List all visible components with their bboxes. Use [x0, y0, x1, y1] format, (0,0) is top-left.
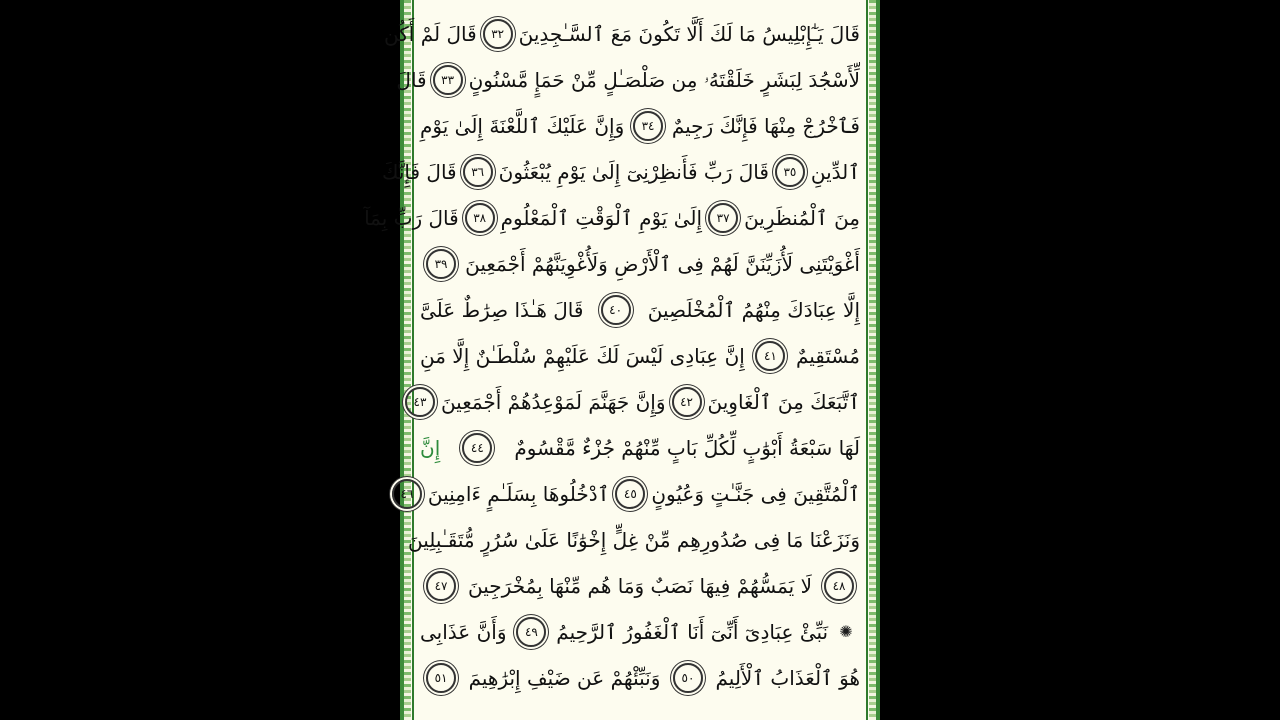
ayah-number-marker: ٤٧	[426, 571, 456, 601]
border-pattern-right	[869, 0, 876, 720]
verse-text: قَالَ هَـٰذَا صِرَٰطٌ عَلَىَّ	[420, 298, 584, 322]
ayah-number-marker: ٣٤	[633, 111, 663, 141]
ayah-number-marker: ٤٥	[615, 479, 645, 509]
text-line-4	[382, 150, 860, 194]
verse-text: لَا يَمَسُّهُمْ فِيهَا نَصَبٌ وَمَا هُم مِّنْهَا بِمُخْرَجِينَ	[468, 574, 812, 598]
verse-text: مِنَ ٱلْمُنظَرِينَ	[744, 206, 860, 230]
ayah-number-marker: ٤٩	[516, 617, 546, 647]
verse-text: إِلَّا عِبَادَكَ مِنْهُمُ ٱلْمُخْلَصِينَ	[647, 298, 860, 322]
ayah-number-marker: ٤٠	[601, 295, 631, 325]
ayah-number-marker: ٣٩	[426, 249, 456, 279]
text-line-13	[420, 564, 860, 608]
text-line-6	[420, 242, 860, 286]
verse-text: مُسْتَقِيمٌ	[795, 344, 860, 368]
text-line-14	[420, 610, 860, 654]
border-line-right	[866, 0, 868, 720]
ayah-number-marker: ٣٧	[708, 203, 738, 233]
ayah-number-marker: ٣٣	[433, 65, 463, 95]
ayah-number-marker: ٤١	[755, 341, 785, 371]
verse-text: إِنَّ	[420, 436, 441, 460]
verse-text: قَالَ رَبِّ فَأَنظِرْنِىٓ إِلَىٰ يَوْمِ يُبْعَثُونَ	[498, 160, 769, 184]
verse-text: ٱلْمُتَّقِينَ فِى جَنَّـٰتٍ وَعُيُونٍ	[651, 482, 860, 506]
verse-text: ٱدْخُلُوهَا بِسَلَـٰمٍ ءَامِنِينَ	[427, 482, 610, 506]
text-line-2	[396, 58, 860, 102]
verse-text: قَالَ	[396, 68, 427, 92]
verse-text: هُوَ ٱلْعَذَابُ ٱلْأَلِيمُ	[715, 666, 860, 690]
verse-text: ٱلدِّينِ	[810, 160, 860, 184]
verse-text: إِنَّ عِبَادِى لَيْسَ لَكَ عَلَيْهِمْ سُلْطَـٰنٌ إِلَّا مَنِ	[420, 344, 745, 368]
verse-text: قَالَ لَمْ أَكُن	[384, 22, 477, 46]
text-line-7	[420, 288, 860, 332]
verse-text: وَأَنَّ عَذَابِى	[420, 620, 507, 644]
ayah-number-marker: ٤٨	[824, 571, 854, 601]
text-line-1	[384, 12, 860, 56]
verse-text: وَإِنَّ عَلَيْكَ ٱللَّعْنَةَ إِلَىٰ يَوْمِ	[420, 114, 625, 138]
verse-text: نَبِّئْ عِبَادِىٓ أَنِّىٓ أَنَا ٱلْغَفُورُ ٱلرَّحِيمُ	[556, 620, 829, 644]
verse-text: لَهَا سَبْعَةُ أَبْوَٰبٍ لِّكُلِّ بَابٍ مِّنْهُمْ جُزْءٌ مَّقْسُومٌ	[514, 436, 860, 460]
ayah-number-marker: ٥١	[426, 663, 456, 693]
verse-text: قَالَ يَـٰٓإِبْلِيسُ مَا لَكَ أَلَّا تَكُونَ مَعَ ٱلسَّـٰجِدِينَ	[518, 22, 860, 46]
verse-text: ٱتَّبَعَكَ مِنَ ٱلْغَاوِينَ	[707, 390, 860, 414]
ayah-number-marker: ٤٣	[405, 387, 435, 417]
text-line-8	[420, 334, 860, 378]
border-pattern-left	[404, 0, 411, 720]
text-line-12	[407, 518, 860, 562]
ayah-number-marker: ٤٢	[672, 387, 702, 417]
verse-text: وَنَزَعْنَا مَا فِى صُدُورِهِم مِّنْ غِلٍّ إِخْوَٰنًا عَلَىٰ سُرُرٍ مُّتَقَـٰبِلِينَ	[407, 528, 860, 552]
verse-text: قَالَ فَإِنَّكَ	[382, 160, 457, 184]
ayah-number-marker: ٤٤	[462, 433, 492, 463]
verse-text: إِلَىٰ يَوْمِ ٱلْوَقْتِ ٱلْمَعْلُومِ	[500, 206, 703, 230]
verse-text: لِّأَسْجُدَ لِبَشَرٍ خَلَقْتَهُۥ مِن صَلْصَـٰلٍ مِّنْ حَمَإٍ مَّسْنُونٍ	[468, 68, 860, 92]
hizb-star-icon: ✺	[839, 622, 853, 641]
text-line-10	[420, 426, 860, 470]
text-line-15	[420, 656, 860, 700]
verse-text: فَٱخْرُجْ مِنْهَا فَإِنَّكَ رَجِيمٌ	[671, 114, 860, 138]
verse-text: وَإِنَّ جَهَنَّمَ لَمَوْعِدُهُمْ أَجْمَعِينَ	[440, 390, 666, 414]
ayah-number-marker: ٣٦	[463, 157, 493, 187]
text-area	[364, 0, 860, 720]
verse-text: قَالَ رَبِّ بِمَآ	[364, 206, 459, 230]
verse-text: وَنَبِّئْهُمْ عَن ضَيْفِ إِبْرَٰهِيمَ	[468, 666, 661, 690]
border-line-left	[412, 0, 414, 720]
text-line-5	[364, 196, 860, 240]
ayah-number-marker: ٣٥	[775, 157, 805, 187]
text-line-11	[400, 472, 860, 516]
text-line-3	[420, 104, 860, 148]
quran-page	[364, 0, 880, 720]
ayah-number-marker: ٥٠	[673, 663, 703, 693]
text-line-9	[413, 380, 860, 424]
ayah-number-marker: ٣٨	[465, 203, 495, 233]
verse-text: أَغْوَيْتَنِى لَأُزَيِّنَنَّ لَهُمْ فِى ٱلْأَرْضِ وَلَأُغْوِيَنَّهُمْ أَجْمَعِينَ	[465, 252, 860, 276]
ayah-number-marker: ٤٦	[392, 479, 422, 509]
ayah-number-marker: ٣٢	[483, 19, 513, 49]
